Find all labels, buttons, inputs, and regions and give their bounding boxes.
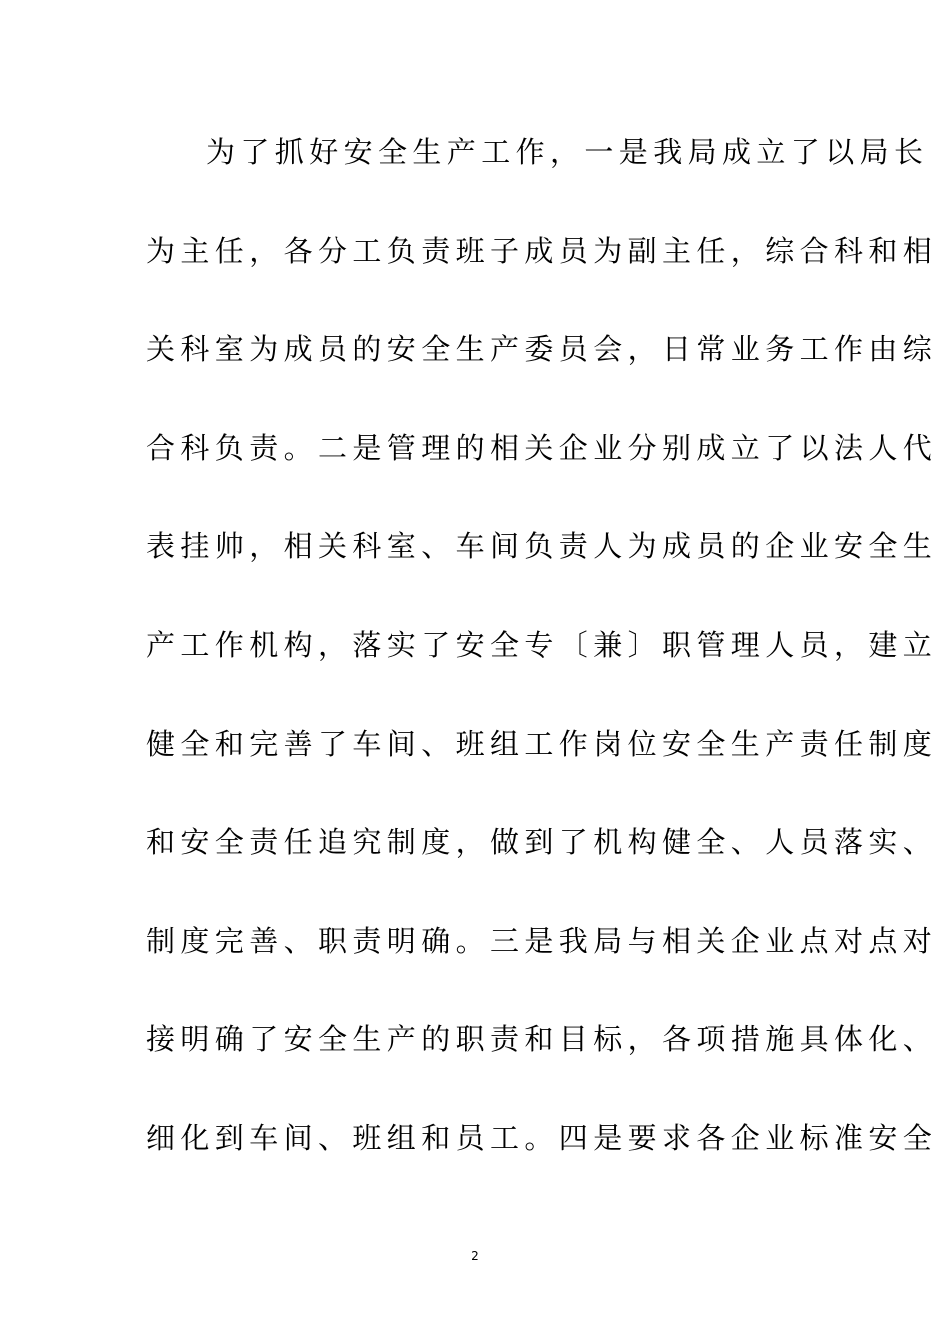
text-line: 表挂帅，相关科室、车间负责人为成员的企业安全生 [146,529,938,564]
text-line: 健全和完善了车间、班组工作岗位安全生产责任制度 [146,726,938,761]
text-line: 产工作机构，落实了安全专〔兼〕职管理人员，建立 [146,627,938,662]
body-paragraph [146,120,938,1205]
text-line: 为主任，各分工负责班子成员为副主任，综合科和相 [146,233,938,268]
text-line: 制度完善、职责明确。三是我局与相关企业点对点对 [146,923,938,958]
text-line: 为了抓好安全生产工作，一是我局成立了以局长 [206,135,929,169]
text-line: 关科室为成员的安全生产委员会，日常业务工作由综 [146,332,938,367]
text-line: 合科负责。二是管理的相关企业分别成立了以法人代 [146,430,938,465]
text-line: 和安全责任追究制度，做到了机构健全、人员落实、 [146,825,938,860]
text-line: 细化到车间、班组和员工。四是要求各企业标准安全 [146,1120,938,1155]
text-line: 接明确了安全生产的职责和目标，各项措施具体化、 [146,1022,938,1057]
page-number: 2 [471,1249,479,1263]
